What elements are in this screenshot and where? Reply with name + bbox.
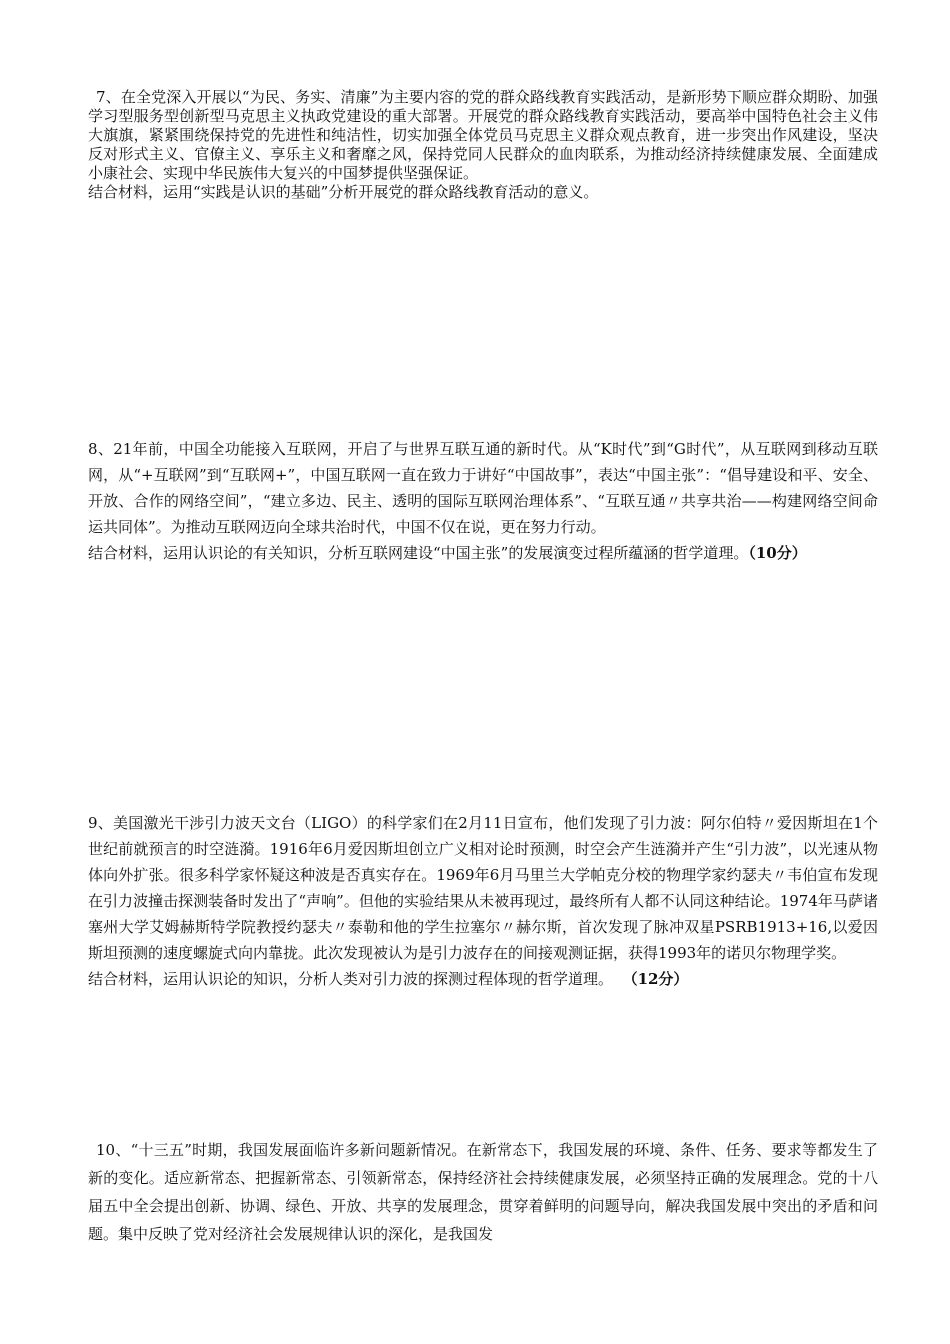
question-10 xyxy=(88,1136,878,1248)
question-8-prompt xyxy=(88,540,878,566)
question-10-material: 10、“十三五”时期，我国发展面临许多新问题新情况。在新常态下，我国发展的环境、条件、任务、要求等都发生了新的变化。适应新常态、把握新常态、引领新常态，保持经济社会持续健康发展，必须坚持正确的发展理念。党的十八届五中全会提出创新、协调、绿色、开放、共享的发展理念，贯穿着鲜明的问题导向，解决我国发展中突出的矛盾和问题。集中反映了党对经济社会发展规律认识的深化，是我国发 xyxy=(88,1141,878,1243)
question-9 xyxy=(88,810,878,992)
question-8-material: 8、21年前，中国全功能接入互联网，开启了与世界互联互通的新时代。从“K时代”到“G时代”，从互联网到移动互联网，从“+互联网”到“互联网+”，中国互联网一直在致力于讲好“中国故事”，表达“中国主张”：“倡导建设和平、安全、开放、合作的网络空间”，“建立多边、民主、透明的国际互联网治理体系”、“互联互通〃共享共治——构建网络空间命运共同体”。为推动互联网迈向全球共治时代，中国不仅在说，更在努力行动。 xyxy=(88,440,878,536)
question-8-score: （10分） xyxy=(748,544,807,562)
question-7 xyxy=(88,88,878,202)
question-9-material: 9、美国激光干涉引力波天文台（LIGO）的科学家们在2月11日宣布，他们发现了引力波：阿尔伯特〃爱因斯坦在1个世纪前就预言的时空涟漪。1916年6月爱因斯坦创立广义相对论时预测，时空会产生涟漪并产生“引力波”，以光速从物体向外扩张。很多科学家怀疑这种波是否真实存在。1969年6月马里兰大学帕克分校的物理学家约瑟夫〃韦伯宣布发现在引力波撞击探测装备时发出了“声响”。但他的实验结果从未被再现过，最终所有人都不认同这种结论。1974年马萨诸塞州大学艾姆赫斯特学院教授约瑟夫〃泰勒和他的学生拉塞尔〃赫尔斯，首次发现了脉冲双星PSRB1913+16,以爱因斯坦预测的速度螺旋式向内靠拢。此次发现被认为是引力波存在的间接观测证据，获得1993年的诺贝尔物理学奖。 xyxy=(88,814,878,962)
question-7-prompt: 结合材料，运用“实践是认识的基础”分析开展党的群众路线教育活动的意义。 xyxy=(88,183,599,201)
question-7-material: 7、在全党深入开展以“为民、务实、清廉”为主要内容的党的群众路线教育实践活动，是新形势下顺应群众期盼、加强学习型服务型创新型马克思主义执政党建设的重大部署。开展党的群众路线教育实践活动，要高举中国特色社会主义伟大旗旗，紧紧围绕保持党的先进性和纯洁性，切实加强全体党员马克思主义群众观点教育，进一步突出作风建设，坚决反对形式主义、官僚主义、享乐主义和奢靡之风，保持党同人民群众的血肉联系，为推动经济持续健康发展、全面建成小康社会、实现中华民族伟大复兴的中国梦提供坚强保证。 xyxy=(88,88,878,182)
question-9-score: （12分） xyxy=(622,970,689,988)
question-9-prompt xyxy=(88,966,878,992)
question-8-prompt-text: 结合材料，运用认识论的有关知识，分析互联网建设“中国主张”的发展演变过程所蕴涵的哲学道理。 xyxy=(88,544,749,562)
question-9-prompt-text: 结合材料，运用认识论的知识，分析人类对引力波的探测过程体现的哲学道理。 xyxy=(88,970,614,988)
question-8 xyxy=(88,436,878,566)
